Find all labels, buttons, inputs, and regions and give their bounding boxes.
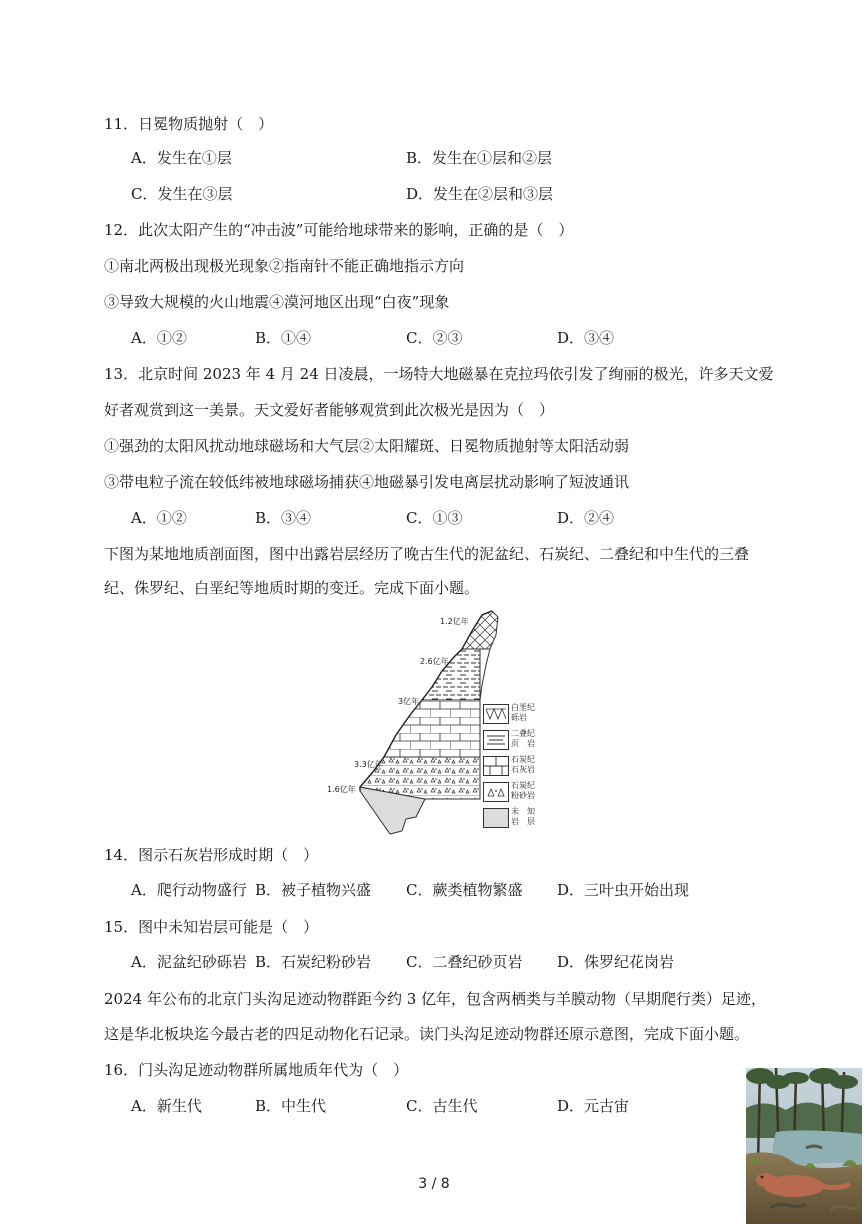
- q13-stem-line1: 13．北京时间 2023 年 4 月 24 日凌晨，一场特大地磁暴在克拉玛依引发了绚丽的极光，许多天文爱: [104, 365, 774, 383]
- age-label-4: 3.3亿年: [354, 760, 383, 769]
- q11-option-c: C．发生在③层: [131, 185, 233, 203]
- q12-option-c: C．②③: [406, 329, 463, 347]
- q12-option-a: A．①②: [131, 329, 187, 347]
- legend-conglomerate-swatch: [483, 704, 509, 724]
- q13-option-d: D．②④: [557, 509, 615, 527]
- q15-option-d: D．侏罗纪花岗岩: [557, 953, 675, 971]
- legend-unknown-label: 未 知 岩 层: [511, 807, 535, 826]
- q12-statement-2: ③导致大规模的火山地震④漠河地区出现“白夜”现象: [104, 293, 450, 311]
- q13-statement-2: ③带电粒子流在较低纬被地球磁场捕获④地磁暴引发电离层扰动影响了短波通讯: [104, 473, 630, 491]
- legend-shale-swatch: [483, 730, 509, 750]
- q13-stem-line2: 好者观赏到这一美景。天文爱好者能够观赏到此次极光是因为（ ）: [104, 401, 555, 419]
- geologic-profile-figure: [330, 605, 500, 837]
- intro1-line2: 纪、侏罗纪、白垩纪等地质时期的变迁。完成下面小题。: [104, 579, 480, 597]
- q12-statement-1: ①南北两极出现极光现象②指南针不能正确地指示方向: [104, 257, 465, 275]
- q15-option-c: C．二叠纪砂页岩: [406, 953, 523, 971]
- legend-unknown-swatch: [483, 808, 509, 828]
- q15-option-a: A．泥盆纪砂砾岩: [131, 953, 247, 971]
- q14-option-b: B．被子植物兴盛: [255, 881, 372, 899]
- q11-option-a: A．发生在①层: [131, 149, 232, 167]
- legend-limestone-swatch: [483, 756, 509, 776]
- q16-stem: 16．门头沟足迹动物群所属地质年代为（ ）: [104, 1061, 409, 1079]
- q15-stem: 15．图中未知岩层可能是（ ）: [104, 918, 319, 936]
- intro1-line1: 下图为某地地质剖面图，图中出露岩层经历了晚古生代的泥盆纪、石炭纪、二叠纪和中生代的三叠: [104, 545, 750, 563]
- q12-option-b: B．①④: [255, 329, 312, 347]
- legend-siltstone-swatch: [483, 782, 509, 802]
- intro2-line2: 这是华北板块迄今最古老的四足动物化石记录。读门头沟足迹动物群还原示意图，完成下面小题。: [104, 1025, 750, 1043]
- q13-statement-1: ①强劲的太阳风扰动地球磁场和大气层②太阳耀斑、日冕物质抛射等太阳活动弱: [104, 437, 630, 455]
- intro2-line1: 2024 年公布的北京门头沟足迹动物群距今约 3 亿年，包含两栖类与羊膜动物（早期爬行类）足迹，: [104, 990, 767, 1008]
- q11-stem: 11．日冕物质抛射（ ）: [104, 115, 274, 133]
- q11-option-d: D．发生在②层和③层: [406, 185, 554, 203]
- q15-option-b: B．石炭纪粉砂岩: [255, 953, 372, 971]
- legend-limestone-label: 石炭纪 石灰岩: [511, 755, 535, 774]
- q13-option-b: B．③④: [255, 509, 312, 527]
- q16-option-a: A．新生代: [131, 1097, 202, 1115]
- legend-shale-label: 二叠纪 页 岩: [511, 729, 535, 748]
- age-label-1: 1.2亿年: [440, 617, 469, 626]
- q14-stem: 14．图示石灰岩形成时期（ ）: [104, 846, 319, 864]
- q16-option-b: B．中生代: [255, 1097, 327, 1115]
- age-label-3: 3亿年: [398, 697, 420, 706]
- q16-option-c: C．古生代: [406, 1097, 478, 1115]
- q12-stem: 12．此次太阳产生的“冲击波”可能给地球带来的影响，正确的是（ ）: [104, 221, 574, 239]
- q11-option-b: B．发生在①层和②层: [406, 149, 553, 167]
- q14-option-c: C．蕨类植物繁盛: [406, 881, 523, 899]
- legend-siltstone-label: 石炭纪 粉砂岩: [511, 781, 535, 800]
- q12-option-d: D．③④: [557, 329, 615, 347]
- q14-option-d: D．三叶虫开始出现: [557, 881, 690, 899]
- q16-option-d: D．元古宙: [557, 1097, 630, 1115]
- q13-option-c: C．①③: [406, 509, 463, 527]
- footprint-fauna-reconstruction-image: [746, 1068, 862, 1224]
- page-number: 3 / 8: [418, 1176, 450, 1192]
- legend-conglomerate-label: 白垩纪 砾岩: [511, 703, 535, 722]
- age-label-2: 2.6亿年: [420, 657, 449, 666]
- age-label-5: 1.6亿年: [327, 785, 356, 794]
- q13-option-a: A．①②: [131, 509, 187, 527]
- q14-option-a: A．爬行动物盛行: [131, 881, 247, 899]
